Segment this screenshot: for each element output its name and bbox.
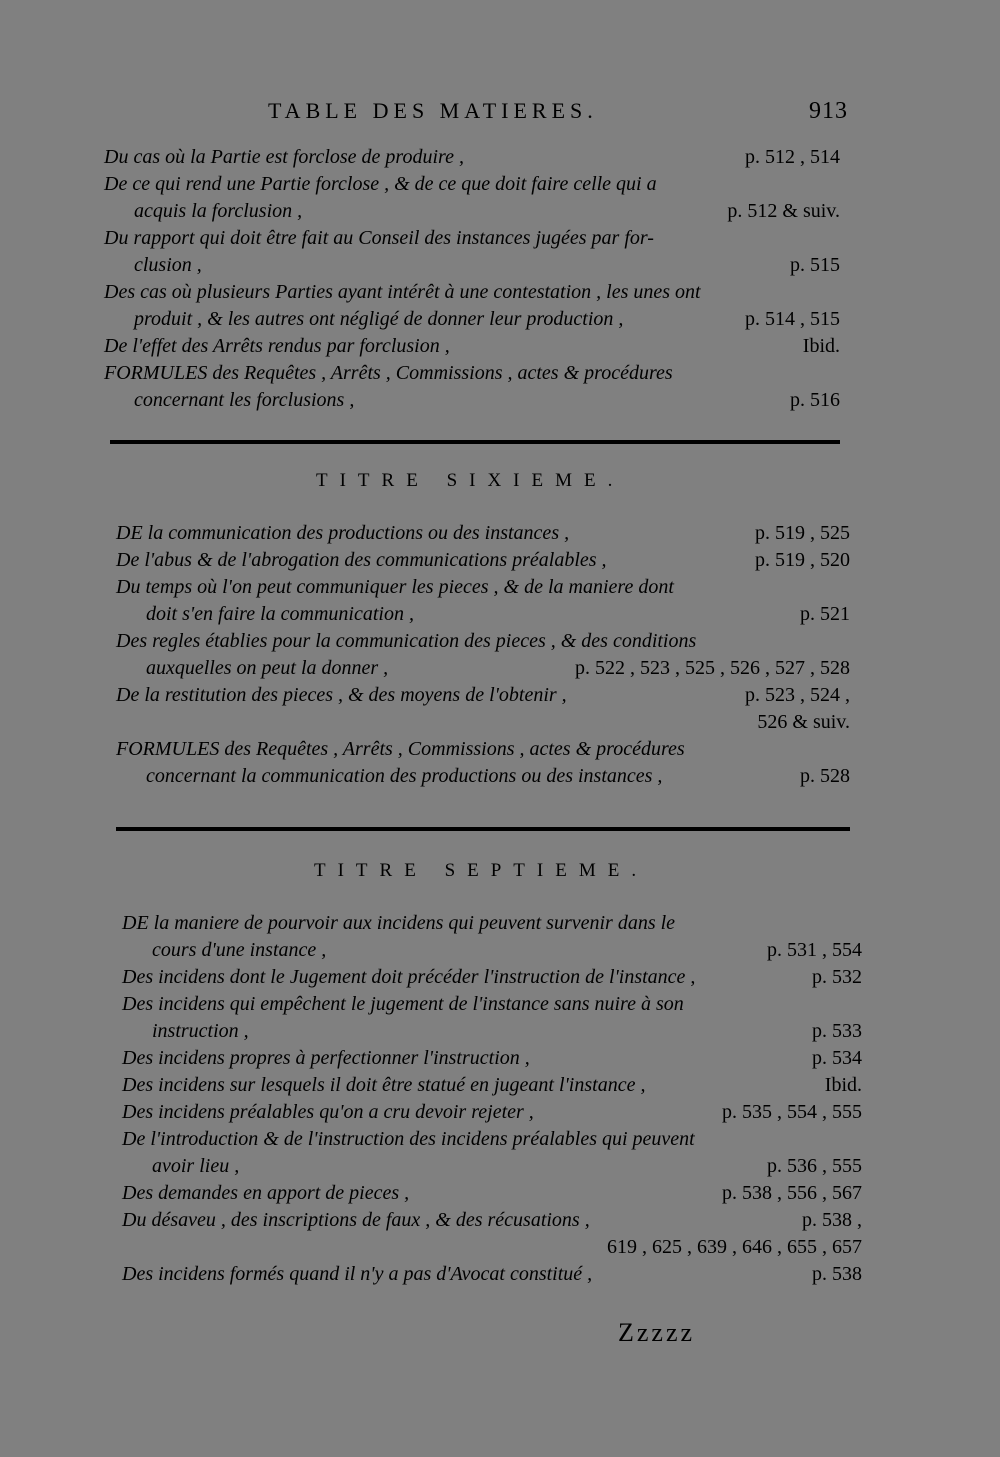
index-entry [122, 1207, 862, 1261]
entry-text-line: Du temps où l'on peut communiquer les pieces , & de la maniere dont [116, 576, 674, 598]
entry-text-line: Des incidens dont le Jugement doit précéder l'instruction de l'instance , [122, 966, 696, 988]
entry-text-line: auxquelles on peut la donner , [146, 657, 389, 679]
running-head-title: TABLE DES MATIERES. [268, 98, 598, 123]
page-reference: p. 538 , [802, 1209, 862, 1231]
index-entry [116, 736, 850, 790]
entry-text-line: Des incidens sur lesquels il doit être statué en jugeant l'instance , [122, 1074, 646, 1096]
page-reference: p. 519 , 525 [755, 522, 850, 544]
entry-text-line: Des incidens préalables qu'on a cru devoir rejeter , [122, 1101, 534, 1123]
page-reference-continued: 619 , 625 , 639 , 646 , 655 , 657 [607, 1236, 862, 1258]
page-reference: p. 515 [790, 254, 840, 276]
entry-text-line: clusion , [134, 254, 202, 276]
entry-text-line: Des cas où plusieurs Parties ayant intérêt à une contestation , les unes ont [104, 281, 701, 303]
index-entry [122, 1072, 862, 1099]
index-entry [104, 225, 840, 279]
entry-text-line: De l'introduction & de l'instruction des incidens préalables qui peuvent [122, 1128, 695, 1150]
page-reference: p. 535 , 554 , 555 [722, 1101, 862, 1123]
index-entry [104, 333, 840, 360]
signature-mark: Zzzzz [618, 1318, 696, 1347]
section-divider-rule [116, 827, 850, 831]
page-number: 913 [809, 98, 848, 124]
page-reference: Ibid. [802, 335, 840, 357]
index-entry [104, 171, 840, 225]
page-reference: p. 533 [812, 1020, 862, 1042]
page-reference: p. 528 [800, 765, 850, 787]
entry-text-line: avoir lieu , [152, 1155, 240, 1177]
page-reference: p. 519 , 520 [755, 549, 850, 571]
entry-text-line: DE la communication des productions ou des instances , [116, 522, 570, 544]
page-reference: p. 531 , 554 [767, 939, 862, 961]
running-head [268, 98, 848, 134]
entry-text-line: Des demandes en apport de pieces , [122, 1182, 410, 1204]
index-entry [122, 964, 862, 991]
entry-text-line: acquis la forclusion , [134, 200, 303, 222]
index-entry [116, 682, 850, 736]
page-reference: p. 534 [812, 1047, 862, 1069]
index-entry [104, 279, 840, 333]
entry-text-line: Du cas où la Partie est forclose de produire , [104, 146, 464, 168]
index-entry [104, 144, 840, 171]
page-reference: p. 514 , 515 [745, 308, 840, 330]
entry-text-line: FORMULES des Requêtes , Arrêts , Commissions , actes & procédures [104, 362, 673, 384]
page-reference: p. 512 , 514 [745, 146, 840, 168]
index-entry [116, 547, 850, 574]
entry-text-line: doit s'en faire la communication , [146, 603, 414, 625]
page-reference: p. 538 [812, 1263, 862, 1285]
entry-text-line: De l'abus & de l'abrogation des communications préalables , [116, 549, 607, 571]
entry-text-line: concernant la communication des productions ou des instances , [146, 765, 663, 787]
entry-text-line: DE la maniere de pourvoir aux incidens qui peuvent survenir dans le [122, 912, 676, 934]
index-entry [122, 1180, 862, 1207]
index-entry [116, 628, 850, 682]
entry-text-line: Des regles établies pour la communication des pieces , & des conditions [116, 630, 697, 652]
entry-text-line: Des incidens qui empêchent le jugement de l'instance sans nuire à son [122, 993, 684, 1015]
entry-text-line: instruction , [152, 1020, 249, 1042]
entry-text-line: cours d'une instance , [152, 939, 327, 961]
entry-text-line: De ce qui rend une Partie forclose , & de ce que doit faire celle qui a [104, 173, 657, 195]
entry-text-line: De l'effet des Arrêts rendus par forclusion , [104, 335, 450, 357]
index-entry [122, 1261, 862, 1288]
entry-text-line: Des incidens propres à perfectionner l'instruction , [122, 1047, 530, 1069]
page-reference: p. 536 , 555 [767, 1155, 862, 1177]
page-reference-continued: 526 & suiv. [757, 711, 850, 733]
page-reference: p. 516 [790, 389, 840, 411]
index-entry [122, 1126, 862, 1180]
page-reference: p. 538 , 556 , 567 [722, 1182, 862, 1204]
entry-text-line: Du rapport qui doit être fait au Conseil des instances jugées par for- [104, 227, 654, 249]
entry-text-line: concernant les forclusions , [134, 389, 355, 411]
page-reference: p. 522 , 523 , 525 , 526 , 527 , 528 [575, 657, 850, 679]
entry-text-line: FORMULES des Requêtes , Arrêts , Commissions , actes & procédures [116, 738, 685, 760]
page-reference: p. 523 , 524 , [745, 684, 850, 706]
index-entry [122, 1099, 862, 1126]
page-reference: p. 512 & suiv. [727, 200, 840, 222]
index-entry [116, 520, 850, 547]
index-entry [122, 910, 862, 964]
section-title-septieme: TITRE SEPTIEME. [314, 860, 649, 881]
index-entry [116, 574, 850, 628]
entry-text-line: Des incidens formés quand il n'y a pas d'Avocat constitué , [122, 1263, 593, 1285]
entry-text-line: De la restitution des pieces , & des moyens de l'obtenir , [116, 684, 567, 706]
entry-text-line: Du désaveu , des inscriptions de faux , & des récusations , [122, 1209, 590, 1231]
page-reference: p. 521 [800, 603, 850, 625]
index-entry [104, 360, 840, 414]
index-entry [122, 1045, 862, 1072]
page-reference: p. 532 [812, 966, 862, 988]
page-reference: Ibid. [824, 1074, 862, 1096]
section-divider-rule [110, 440, 840, 444]
entry-text-line: produit , & les autres ont négligé de donner leur production , [134, 308, 624, 330]
section-title-sixieme: TITRE SIXIEME. [316, 470, 625, 491]
index-entry [122, 991, 862, 1045]
